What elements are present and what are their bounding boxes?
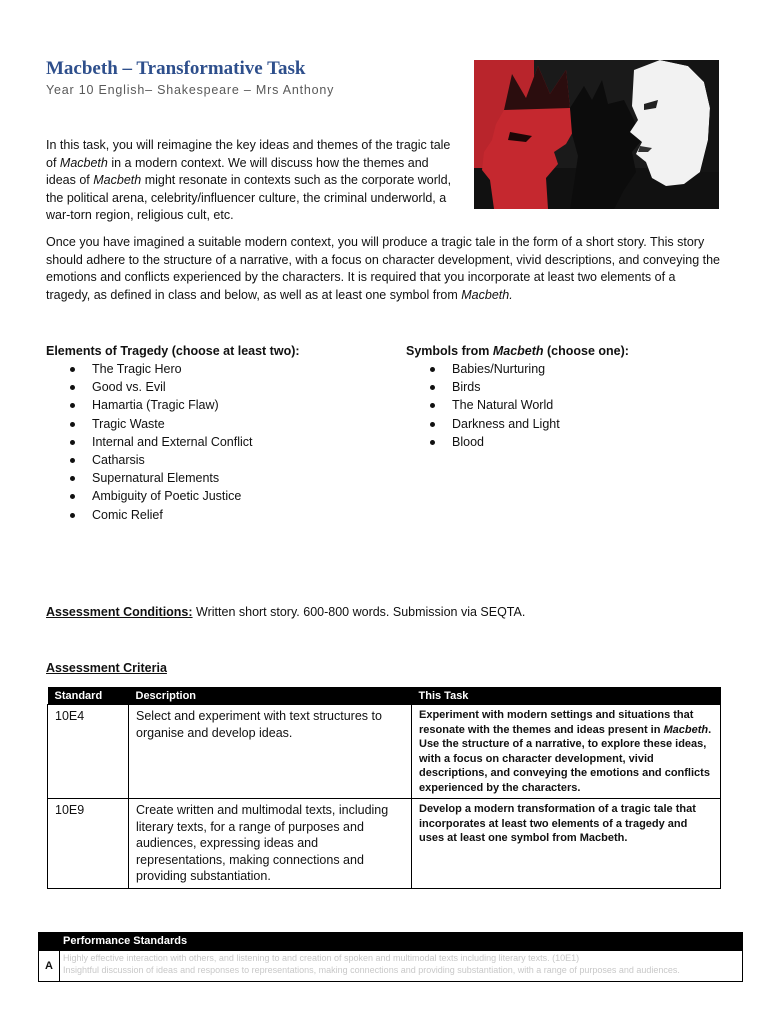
cell-task: Develop a modern transformation of a tragic tale that incorporates at least two elements of a tragedy and uses at least one symbol from Macbeth. bbox=[412, 799, 721, 889]
header-this-task: This Task bbox=[412, 687, 721, 705]
page-subtitle: Year 10 English– Shakespeare – Mrs Anthony bbox=[46, 83, 335, 97]
list-item: Internal and External Conflict bbox=[46, 433, 386, 451]
page-title: Macbeth – Transformative Task bbox=[46, 58, 306, 79]
assessment-conditions bbox=[46, 605, 525, 619]
cell-task: Experiment with modern settings and situations that resonate with the themes and ideas present in Macbeth. Use the structure of a narrative, to explore these ideas, with a focus on character development, vivid descriptions, and conveying the emotions and conflicts experienced by the characters. bbox=[412, 705, 721, 799]
grade-label: A bbox=[39, 951, 60, 981]
performance-line: Highly effective interaction with others, and listening to and creation of spoken and multimodal texts including literary texts. (10E1) bbox=[63, 953, 580, 963]
performance-heading: Performance Standards bbox=[39, 933, 742, 951]
elements-of-tragedy bbox=[46, 343, 386, 524]
macbeth-illustration bbox=[474, 60, 719, 209]
conditions-label: Assessment Conditions: bbox=[46, 605, 193, 619]
list-item: The Natural World bbox=[406, 396, 726, 414]
table-row bbox=[48, 799, 721, 889]
performance-line: Insightful discussion of ideas and responses to representations, making connections and providing substantiation, with a range of purposes and audiences. bbox=[63, 965, 680, 975]
list-item: Birds bbox=[406, 378, 726, 396]
task-paragraph: Once you have imagined a suitable modern context, you will produce a tragic tale in the form of a short story. This story should adhere to the structure of a narrative, with a focus on character development, vivid descriptions, and conveying the emotions and conflicts experienced by the characters. It is required that you incorporate at least two elements of a tragedy, as defined in class and below, as well as at least one symbol from Macbeth. bbox=[46, 235, 720, 302]
list-item: Comic Relief bbox=[46, 506, 386, 524]
list-item: Ambiguity of Poetic Justice bbox=[46, 487, 386, 505]
cell-standard: 10E9 bbox=[48, 799, 129, 889]
list-item: Catharsis bbox=[46, 451, 386, 469]
table-header-row bbox=[48, 687, 721, 705]
cell-standard: 10E4 bbox=[48, 705, 129, 799]
list-item: Blood bbox=[406, 433, 726, 451]
elements-heading: Elements of Tragedy (choose at least two): bbox=[46, 344, 300, 358]
header-description: Description bbox=[129, 687, 412, 705]
list-item: Supernatural Elements bbox=[46, 469, 386, 487]
list-item: Tragic Waste bbox=[46, 415, 386, 433]
symbols-from-macbeth bbox=[406, 343, 726, 451]
list-item: The Tragic Hero bbox=[46, 360, 386, 378]
list-item: Darkness and Light bbox=[406, 415, 726, 433]
list-item: Babies/Nurturing bbox=[406, 360, 726, 378]
criteria-title: Assessment Criteria bbox=[46, 661, 167, 675]
symbols-list bbox=[406, 360, 726, 451]
performance-standards bbox=[38, 932, 743, 982]
header-standard: Standard bbox=[48, 687, 129, 705]
symbols-heading: Symbols from Macbeth (choose one): bbox=[406, 344, 629, 358]
elements-list bbox=[46, 360, 386, 524]
intro-paragraph: In this task, you will reimagine the key ideas and themes of the tragic tale of Macbeth in a modern context. We will discuss how the themes and ideas of Macbeth might resonate in contexts such as the corporate world, the political arena, celebrity/influencer culture, the criminal underworld, a war-torn region, religious cult, etc. bbox=[46, 138, 452, 222]
list-item: Hamartia (Tragic Flaw) bbox=[46, 396, 386, 414]
conditions-text: Written short story. 600-800 words. Submission via SEQTA. bbox=[192, 605, 526, 619]
cell-description: Create written and multimodal texts, including literary texts, for a range of purposes and audiences, expressing ideas and representations, making connections and providing substantiation. bbox=[129, 799, 412, 889]
criteria-table bbox=[47, 687, 721, 889]
list-item: Good vs. Evil bbox=[46, 378, 386, 396]
table-row bbox=[48, 705, 721, 799]
cell-description: Select and experiment with text structures to organise and develop ideas. bbox=[129, 705, 412, 799]
